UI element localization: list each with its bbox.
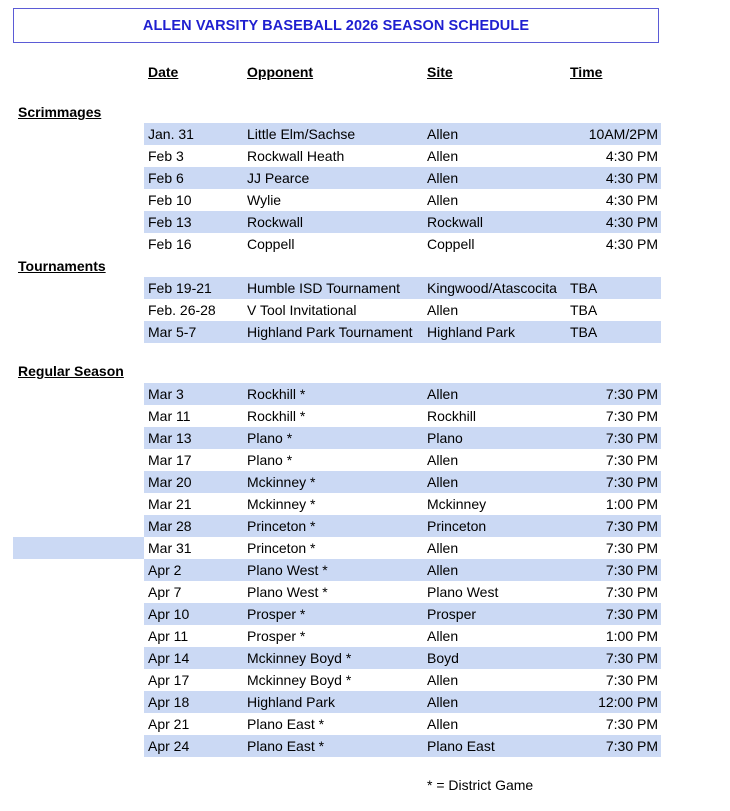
table-row (144, 625, 661, 647)
cell-site: Prosper (427, 606, 477, 622)
table-row (144, 647, 661, 669)
cell-opponent: Rockwall Heath (247, 148, 345, 164)
cell-time: 7:30 PM (605, 738, 658, 754)
cell-site: Plano East (427, 738, 495, 754)
cell-time: 7:30 PM (605, 716, 658, 732)
cell-date: Mar 21 (148, 496, 192, 512)
cell-site: Allen (427, 540, 459, 556)
cell-time: 7:30 PM (605, 474, 658, 490)
cell-opponent: JJ Pearce (247, 170, 310, 186)
cell-site: Highland Park (427, 324, 515, 340)
cell-site: Allen (427, 126, 459, 142)
highlight-strip (13, 537, 144, 559)
cell-date: Mar 3 (148, 386, 184, 402)
table-row (144, 383, 661, 405)
cell-date: Mar 20 (148, 474, 192, 490)
cell-opponent: Princeton * (247, 540, 316, 556)
section-label-scrimmages: Scrimmages (18, 104, 102, 120)
cell-site: Allen (427, 192, 459, 208)
table-row (144, 189, 661, 211)
cell-site: Allen (427, 716, 459, 732)
table-row (144, 233, 661, 255)
cell-opponent: Mckinney * (247, 474, 316, 490)
cell-site: Allen (427, 628, 459, 644)
cell-site: Allen (427, 474, 459, 490)
cell-site: Boyd (427, 650, 459, 666)
cell-opponent: Mckinney Boyd * (247, 650, 352, 666)
cell-time: 4:30 PM (605, 170, 658, 186)
table-row (144, 167, 661, 189)
header-site: Site (427, 64, 453, 80)
cell-date: Apr 10 (148, 606, 190, 622)
cell-site: Allen (427, 148, 459, 164)
cell-date: Mar 28 (148, 518, 192, 534)
cell-site: Kingwood/Atascocita (427, 280, 557, 296)
cell-site: Allen (427, 170, 459, 186)
table-row (144, 449, 661, 471)
cell-opponent: Coppell (247, 236, 295, 252)
cell-site: Allen (427, 562, 459, 578)
cell-opponent: Mckinney Boyd * (247, 672, 352, 688)
cell-opponent: Mckinney * (247, 496, 316, 512)
table-row (144, 669, 661, 691)
table-row (144, 603, 661, 625)
table-row (144, 537, 661, 559)
cell-opponent: V Tool Invitational (247, 302, 357, 318)
table-row (144, 299, 661, 321)
cell-site: Plano West (427, 584, 499, 600)
cell-opponent: Highland Park (247, 694, 335, 710)
table-row (144, 493, 661, 515)
cell-date: Mar 31 (148, 540, 192, 556)
footnote: * = District Game (427, 777, 534, 793)
table-row (144, 471, 661, 493)
cell-time: 7:30 PM (605, 540, 658, 556)
cell-time: 7:30 PM (605, 562, 658, 578)
cell-site: Princeton (427, 518, 487, 534)
cell-opponent: Plano East * (247, 716, 325, 732)
table-row (144, 515, 661, 537)
cell-time: 7:30 PM (605, 606, 658, 622)
cell-date: Feb 13 (148, 214, 192, 230)
cell-time: 4:30 PM (605, 236, 658, 252)
header-time: Time (570, 64, 603, 80)
cell-time: TBA (570, 302, 598, 318)
section-label-tournaments: Tournaments (18, 258, 106, 274)
page-title: ALLEN VARSITY BASEBALL 2026 SEASON SCHEDULE (142, 17, 530, 34)
cell-site: Allen (427, 452, 459, 468)
cell-date: Apr 14 (148, 650, 190, 666)
cell-date: Apr 11 (148, 628, 189, 644)
cell-time: 7:30 PM (605, 584, 658, 600)
table-row (144, 691, 661, 713)
title-box (13, 8, 659, 43)
cell-opponent: Plano West * (247, 584, 328, 600)
cell-date: Apr 7 (148, 584, 182, 600)
cell-opponent: Rockhill * (247, 386, 306, 402)
cell-time: 10AM/2PM (588, 126, 658, 142)
table-row (144, 321, 661, 343)
cell-time: 7:30 PM (605, 518, 658, 534)
cell-opponent: Prosper * (247, 606, 306, 622)
cell-time: 7:30 PM (605, 672, 658, 688)
cell-opponent: Rockhill * (247, 408, 306, 424)
cell-site: Allen (427, 694, 459, 710)
cell-date: Feb. 26-28 (148, 302, 216, 318)
cell-date: Jan. 31 (148, 126, 194, 142)
table-row (144, 713, 661, 735)
table-row (144, 559, 661, 581)
cell-opponent: Little Elm/Sachse (247, 126, 356, 142)
cell-time: 1:00 PM (605, 628, 658, 644)
table-row (144, 427, 661, 449)
cell-time: 7:30 PM (605, 430, 658, 446)
cell-time: 4:30 PM (605, 192, 658, 208)
cell-site: Rockwall (427, 214, 484, 230)
cell-date: Apr 21 (148, 716, 190, 732)
cell-date: Feb 6 (148, 170, 184, 186)
cell-opponent: Princeton * (247, 518, 316, 534)
cell-site: Coppell (427, 236, 475, 252)
cell-site: Allen (427, 672, 459, 688)
cell-opponent: Plano * (247, 430, 293, 446)
cell-opponent: Rockwall (247, 214, 304, 230)
cell-date: Feb 19-21 (148, 280, 212, 296)
header-date: Date (148, 64, 179, 80)
cell-date: Mar 11 (148, 408, 191, 424)
cell-opponent: Plano West * (247, 562, 328, 578)
cell-time: 1:00 PM (605, 496, 658, 512)
cell-date: Apr 24 (148, 738, 190, 754)
cell-opponent: Humble ISD Tournament (247, 280, 401, 296)
cell-time: 12:00 PM (598, 694, 658, 710)
cell-site: Plano (427, 430, 463, 446)
cell-date: Mar 5-7 (148, 324, 197, 340)
cell-date: Mar 13 (148, 430, 192, 446)
cell-date: Apr 2 (148, 562, 182, 578)
cell-time: 7:30 PM (605, 452, 658, 468)
cell-time: 7:30 PM (605, 408, 658, 424)
cell-date: Feb 3 (148, 148, 184, 164)
cell-site: Mckinney (427, 496, 487, 512)
cell-time: 4:30 PM (605, 214, 658, 230)
cell-date: Apr 17 (148, 672, 190, 688)
table-row (144, 277, 661, 299)
cell-site: Allen (427, 302, 459, 318)
cell-opponent: Prosper * (247, 628, 306, 644)
table-row (144, 123, 661, 145)
cell-date: Feb 16 (148, 236, 192, 252)
cell-time: 7:30 PM (605, 386, 658, 402)
table-row (144, 145, 661, 167)
cell-time: TBA (570, 324, 598, 340)
cell-date: Feb 10 (148, 192, 192, 208)
cell-opponent: Highland Park Tournament (247, 324, 413, 340)
table-row (144, 405, 661, 427)
cell-date: Mar 17 (148, 452, 192, 468)
cell-time: TBA (570, 280, 598, 296)
section-label-regular-season: Regular Season (18, 363, 124, 379)
cell-opponent: Wylie (247, 192, 282, 208)
cell-opponent: Plano * (247, 452, 293, 468)
table-row (144, 581, 661, 603)
cell-date: Apr 18 (148, 694, 190, 710)
header-opponent: Opponent (247, 64, 314, 80)
cell-time: 7:30 PM (605, 650, 658, 666)
cell-opponent: Plano East * (247, 738, 325, 754)
table-row (144, 735, 661, 757)
table-row (144, 211, 661, 233)
cell-site: Rockhill (427, 408, 477, 424)
cell-site: Allen (427, 386, 459, 402)
cell-time: 4:30 PM (605, 148, 658, 164)
